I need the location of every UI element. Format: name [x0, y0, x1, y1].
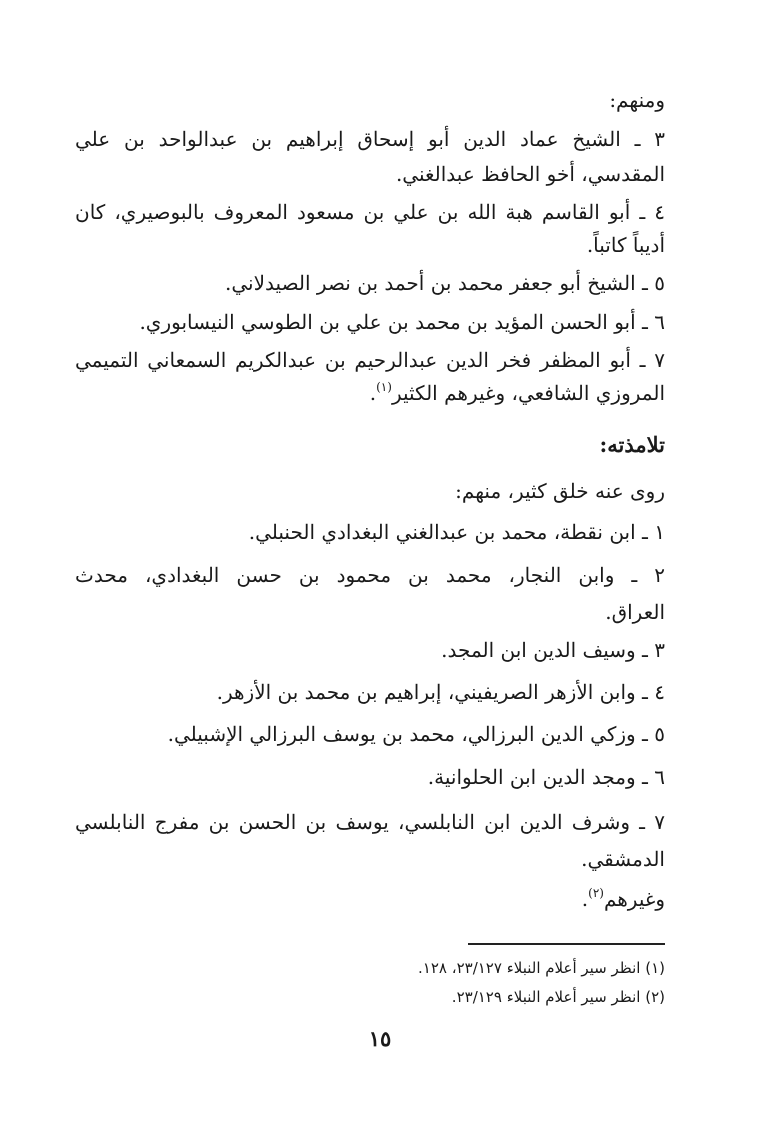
- closing-end: .: [581, 887, 589, 911]
- footnote-2-text: انظر سير أعلام النبلاء ٢٣/١٢٩.: [451, 988, 641, 1006]
- teacher-7-line-1: ٧ ـ أبو المظفر فخر الدين عبدالرحيم بن عبدالكريم السمعاني التميمي: [75, 348, 665, 372]
- student-1: ١ ـ ابن نقطة، محمد بن عبدالغني البغدادي الحنبلي.: [248, 520, 665, 544]
- footnote-separator: [468, 943, 665, 945]
- teacher-6: ٦ ـ أبو الحسن المؤيد بن محمد بن علي بن الطوسي النيسابوري.: [139, 310, 665, 334]
- section-intro: ومنهم:: [609, 88, 665, 112]
- student-4: ٤ ـ وابن الأزهر الصريفيني، إبراهيم بن محمد بن الأزهر.: [216, 680, 665, 704]
- student-7-line-2: الدمشقي.: [581, 847, 665, 871]
- student-5: ٥ ـ وزكي الدين البرزالي، محمد بن يوسف البرزالي الإشبيلي.: [167, 722, 665, 746]
- footnote-2: [452, 986, 665, 1008]
- teacher-5: ٥ ـ الشيخ أبو جعفر محمد بن أحمد بن نصر الصيدلاني.: [225, 271, 665, 295]
- footnote-1-marker: (١): [645, 959, 665, 977]
- page-number: ١٥: [368, 1026, 392, 1051]
- student-3: ٣ ـ وسيف الدين ابن المجد.: [441, 638, 665, 662]
- teacher-4-line-1: ٤ ـ أبو القاسم هبة الله بن علي بن مسعود المعروف بالبوصيري، كان: [75, 200, 665, 224]
- footnote-1: [418, 957, 665, 979]
- teacher-3-line-2: المقدسي، أخو الحافظ عبدالغني.: [395, 162, 665, 186]
- teacher-7-line-2: [75, 378, 665, 408]
- footnote-1-text: انظر سير أعلام النبلاء ٢٣/١٢٧، ١٢٨.: [418, 959, 641, 977]
- students-intro: روى عنه خلق كثير، منهم:: [455, 479, 665, 503]
- closing-line: [75, 884, 665, 914]
- student-7-line-1: ٧ ـ وشرف الدين ابن النابلسي، يوسف بن الحسن بن مفرج النابلسي: [75, 810, 665, 834]
- student-2-line-2: العراق.: [605, 600, 665, 624]
- footnote-2-marker: (٢): [645, 988, 665, 1006]
- student-6: ٦ ـ ومجد الدين ابن الحلوانية.: [427, 765, 665, 789]
- footnote-ref-1: (١): [376, 380, 392, 394]
- teacher-7-text: المروزي الشافعي، وغيرهم الكثير: [391, 381, 665, 405]
- teacher-3-line-1: ٣ ـ الشيخ عماد الدين أبو إسحاق إبراهيم بن عبدالواحد بن علي: [75, 127, 665, 151]
- students-heading: تلامذته:: [599, 432, 665, 457]
- teacher-4-line-2: أديباً كاتباً.: [586, 233, 665, 257]
- student-2-line-1: ٢ ـ وابن النجار، محمد بن محمود بن حسن البغدادي، محدث: [75, 563, 665, 587]
- footnote-ref-2: (٢): [588, 886, 604, 900]
- closing-text: وغيرهم: [603, 887, 665, 911]
- teacher-7-end: .: [369, 381, 377, 405]
